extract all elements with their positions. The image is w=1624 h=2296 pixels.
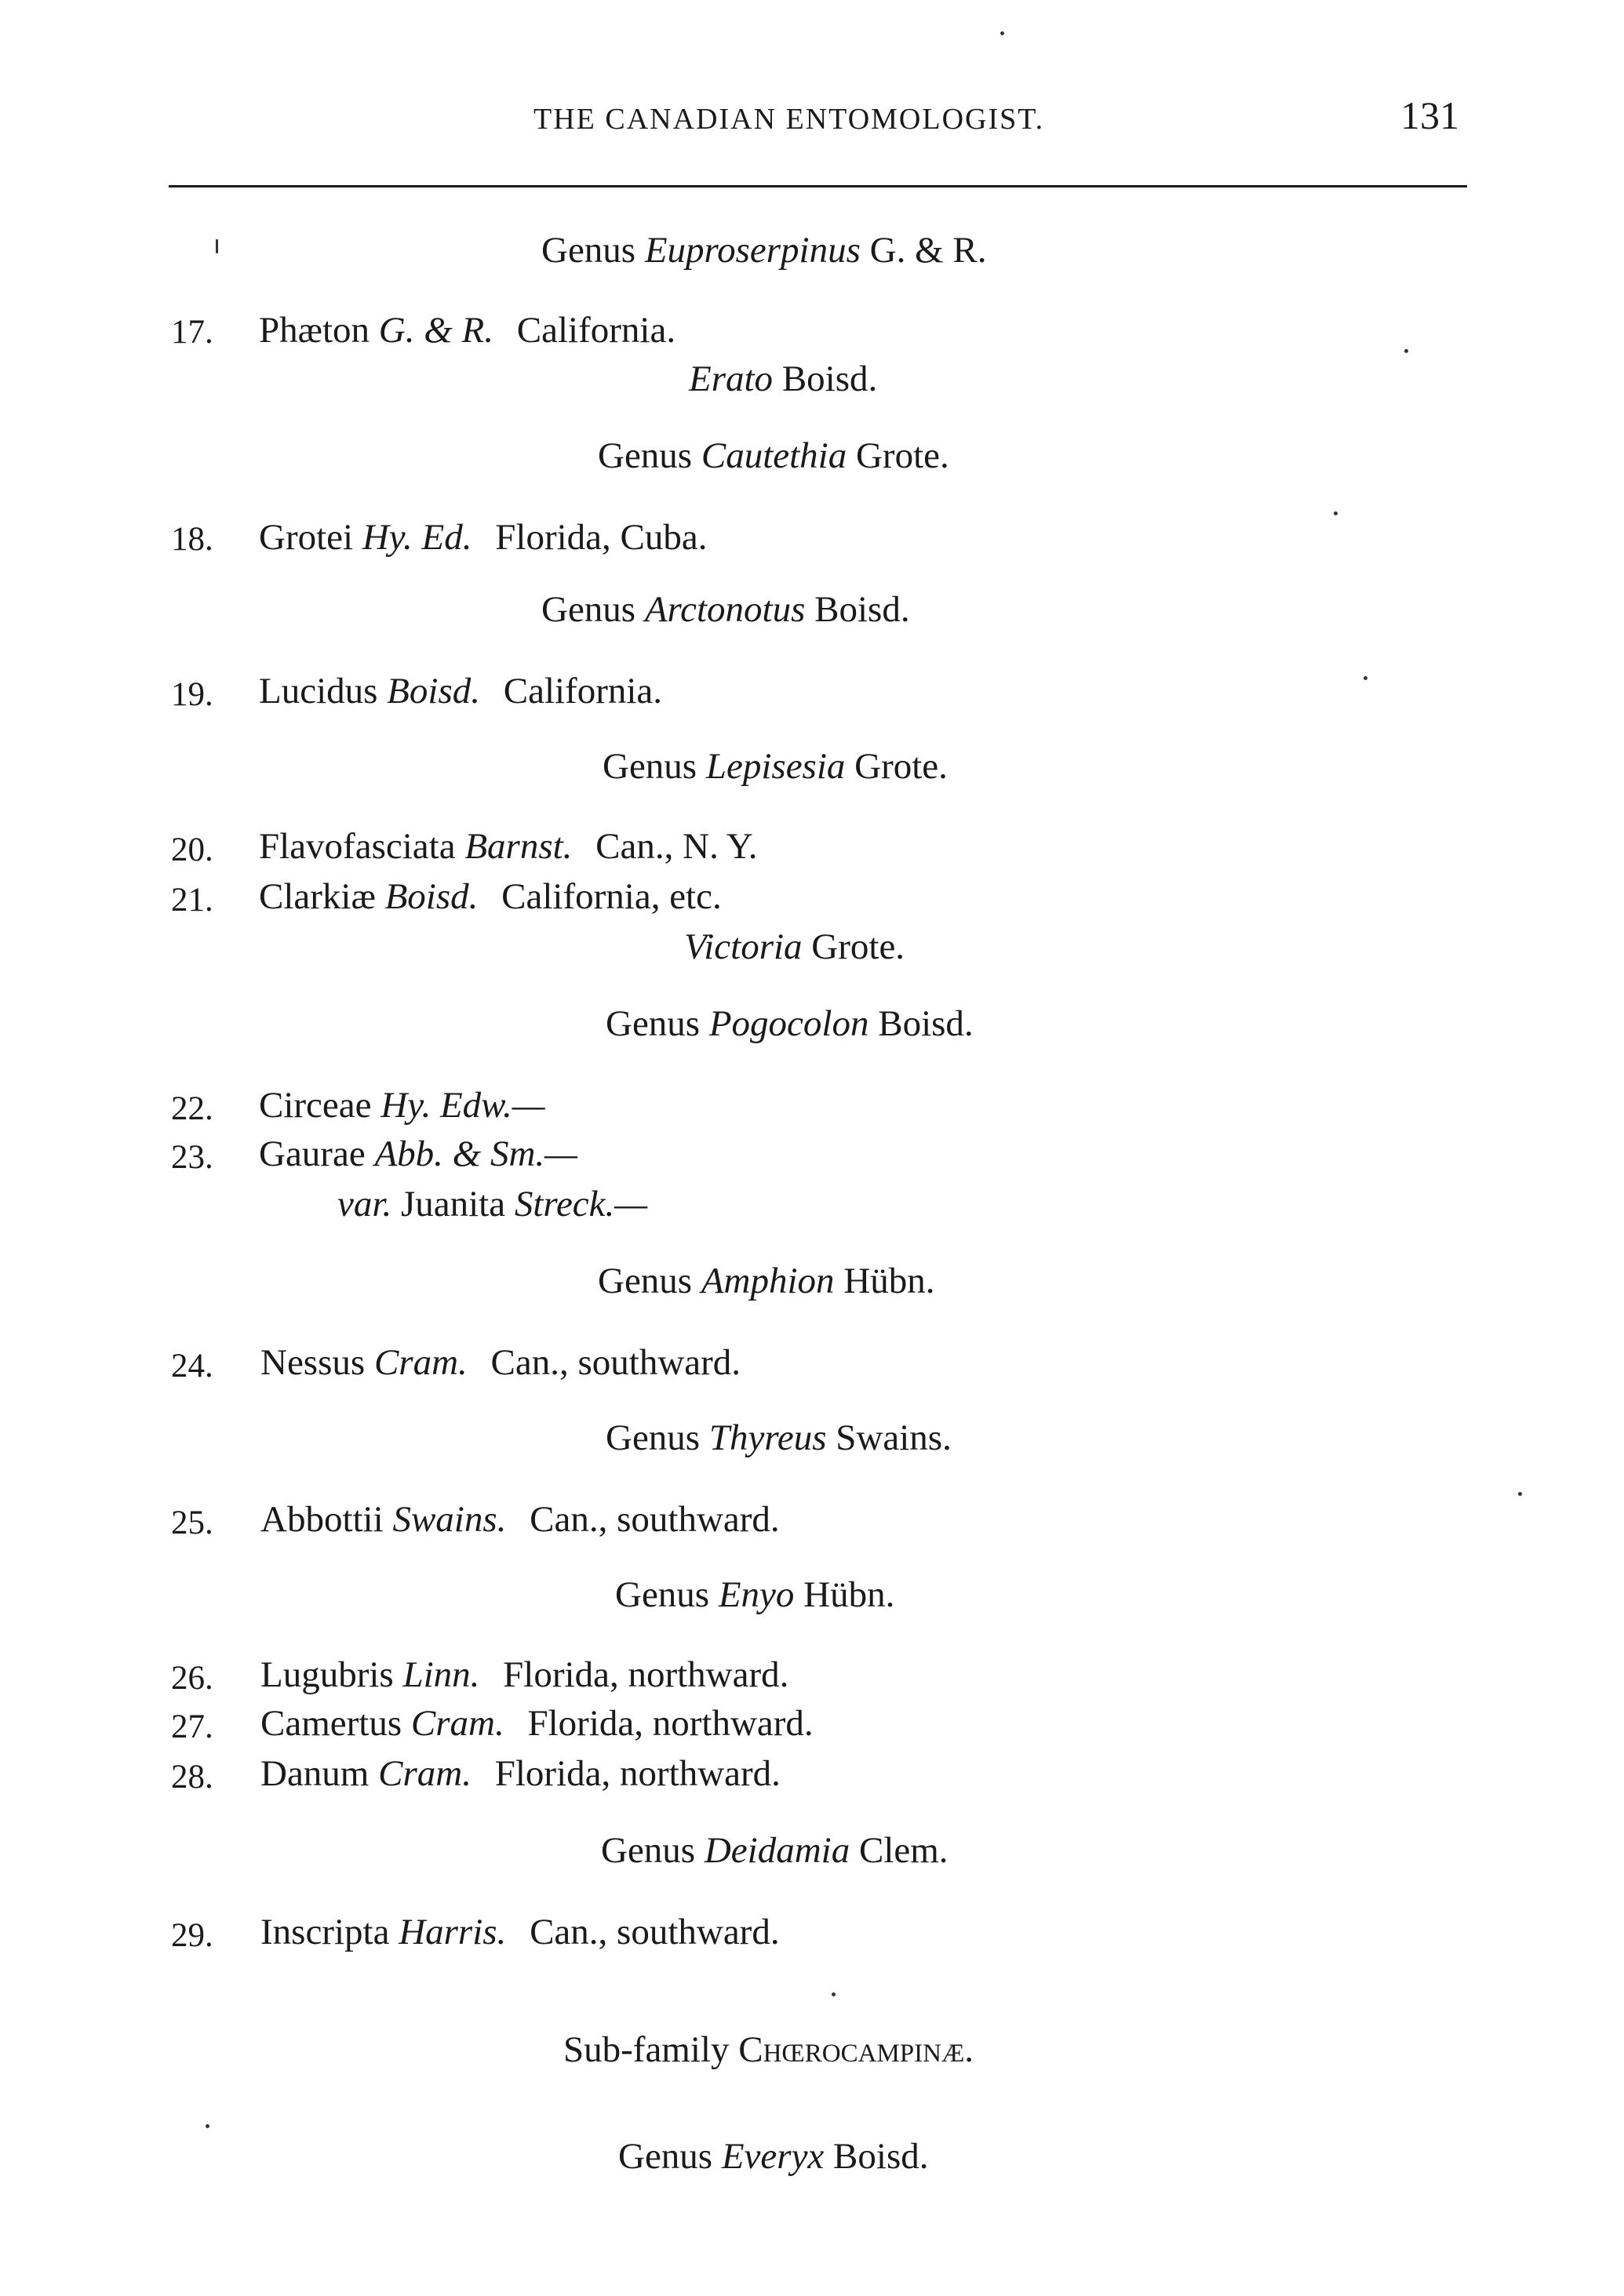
header-rule bbox=[169, 185, 1467, 187]
variety-juanita: var. Juanita Streck.— bbox=[337, 1184, 648, 1224]
genus-heading-pogocolon: Genus Pogocolon Boisd. bbox=[606, 1003, 974, 1044]
species-number: 23. bbox=[171, 1139, 213, 1176]
genus-heading-lepisesia: Genus Lepisesia Grote. bbox=[603, 746, 948, 787]
genus-heading-arctonotus: Genus Arctonotus Boisd. bbox=[541, 589, 910, 630]
scan-speck bbox=[216, 239, 218, 253]
species-entry-danum: Danum Cram. Florida, northward. bbox=[260, 1753, 781, 1794]
species-number: 28. bbox=[171, 1759, 213, 1796]
synonym-victoria: Victoria Grote. bbox=[684, 926, 905, 967]
subfamily-heading: Sub-family Chœrocampinæ. bbox=[563, 2029, 974, 2070]
species-entry-grotei: Grotei Hy. Ed. Florida, Cuba. bbox=[259, 517, 708, 558]
species-number: 26. bbox=[171, 1660, 213, 1697]
genus-heading-cautethia: Genus Cautethia Grote. bbox=[598, 435, 949, 476]
page-number: 131 bbox=[1400, 93, 1459, 137]
species-entry-camertus: Camertus Cram. Florida, northward. bbox=[260, 1703, 814, 1744]
species-number: 27. bbox=[171, 1708, 213, 1745]
scan-speck bbox=[206, 2124, 209, 2128]
species-number: 24. bbox=[171, 1348, 213, 1385]
scan-speck bbox=[1334, 511, 1338, 515]
species-entry-gaurae: Gaurae Abb. & Sm.— bbox=[259, 1133, 577, 1174]
running-title: THE CANADIAN ENTOMOLOGIST. bbox=[533, 103, 1045, 136]
scan-speck bbox=[1364, 676, 1367, 680]
scan-speck bbox=[832, 1992, 836, 1996]
species-number: 20. bbox=[171, 831, 213, 868]
species-entry-flavofasciata: Flavofasciata Barnst. Can., N. Y. bbox=[259, 826, 758, 867]
species-entry-abbottii: Abbottii Swains. Can., southward. bbox=[260, 1499, 780, 1540]
species-entry-clarkiae: Clarkiæ Boisd. California, etc. bbox=[259, 876, 722, 917]
species-entry-phaeton: Phæton G. & R. California. bbox=[259, 310, 676, 351]
species-number: 25. bbox=[171, 1505, 213, 1541]
species-entry-circeae: Circeae Hy. Edw.— bbox=[259, 1085, 545, 1126]
species-number: 18. bbox=[171, 521, 213, 558]
genus-heading-enyo: Genus Enyo Hübn. bbox=[615, 1574, 895, 1615]
scan-speck bbox=[1518, 1492, 1522, 1496]
genus-heading-everyx: Genus Everyx Boisd. bbox=[618, 2136, 929, 2177]
genus-heading-deidamia: Genus Deidamia Clem. bbox=[601, 1830, 949, 1871]
synonym-erato: Erato Boisd. bbox=[689, 358, 878, 399]
genus-heading-euproserpinus: Genus Euproserpinus G. & R. bbox=[541, 230, 987, 271]
species-number: 17. bbox=[171, 314, 213, 351]
species-number: 21. bbox=[171, 882, 213, 919]
species-entry-inscripta: Inscripta Harris. Can., southward. bbox=[260, 1912, 780, 1952]
scan-speck bbox=[1000, 31, 1004, 35]
species-entry-nessus: Nessus Cram. Can., southward. bbox=[260, 1342, 741, 1383]
species-number: 19. bbox=[171, 676, 213, 713]
species-entry-lugubris: Lugubris Linn. Florida, northward. bbox=[260, 1654, 789, 1695]
genus-heading-amphion: Genus Amphion Hübn. bbox=[598, 1261, 935, 1301]
species-number: 29. bbox=[171, 1917, 213, 1954]
scan-speck bbox=[1404, 349, 1408, 353]
genus-heading-thyreus: Genus Thyreus Swains. bbox=[606, 1417, 952, 1458]
species-entry-lucidus: Lucidus Boisd. California. bbox=[259, 671, 663, 711]
species-number: 22. bbox=[171, 1090, 213, 1127]
